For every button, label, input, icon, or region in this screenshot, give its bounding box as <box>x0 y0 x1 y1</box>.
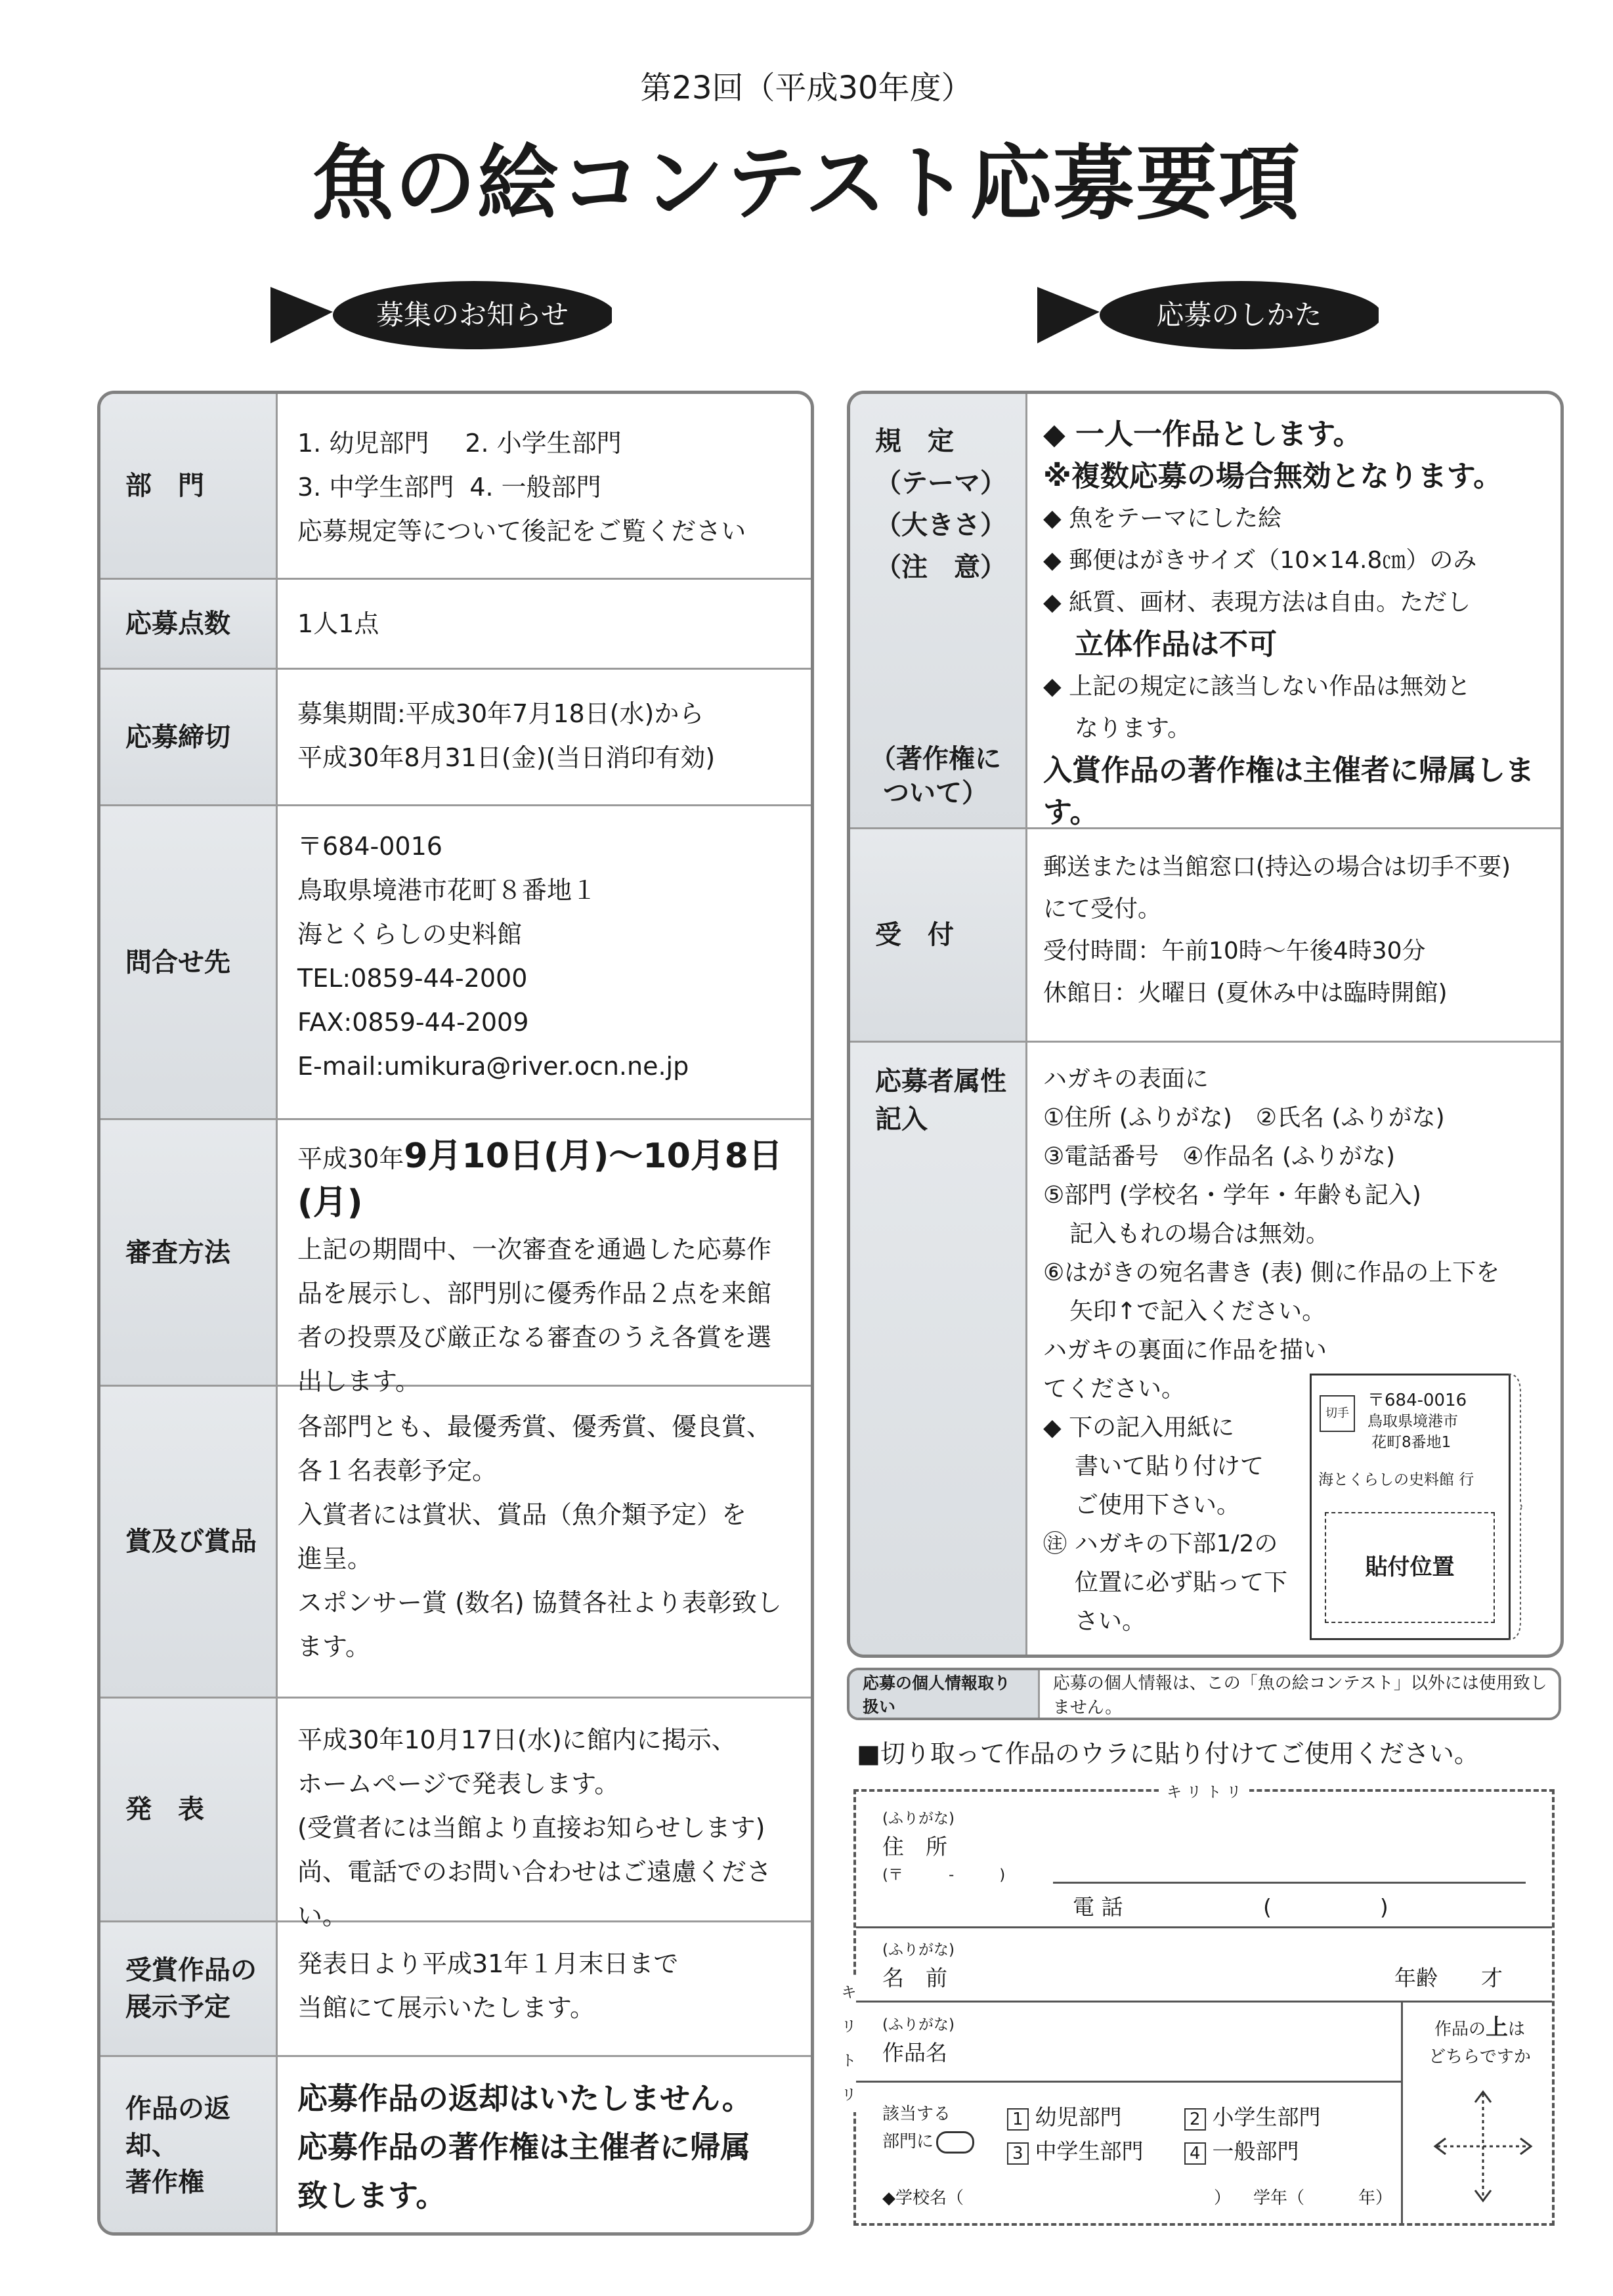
postcard-address: 花町8番地1 <box>1371 1434 1452 1451</box>
attr-text: ①住所 (ふりがな) ②氏名 (ふりがな) <box>1043 1104 1445 1131</box>
closed-day: 休館日：火曜日 (夏休み中は臨時開館) <box>1043 980 1448 1007</box>
rule-materials: ◆ 紙質、画材、表現方法は自由。ただし <box>1043 589 1471 616</box>
prizes-text: ます。 <box>297 1632 370 1661</box>
row-label: 発 表 <box>100 1699 278 1920</box>
attr-note: ㊟ ハガキの下部1/2の <box>1043 1530 1278 1557</box>
section-label: 応募のしかた <box>1156 299 1322 331</box>
stamp-box: 切手 <box>1320 1395 1355 1432</box>
row-label: 記入 <box>875 1104 928 1135</box>
row-label: ついて） <box>883 778 988 808</box>
copyright-text: 応募作品の著作権は主催者に帰属 <box>297 2129 750 2165</box>
rule-invalid: ◆ 上記の規定に該当しない作品は無効と <box>1043 673 1471 700</box>
grade-label[interactable]: 学年（ <box>1253 2188 1305 2208</box>
announce-text: 平成30年10月17日(水)に館内に掲示、 <box>297 1725 737 1754</box>
dept-option-label: 一般部門 <box>1212 2138 1299 2164</box>
furigana-label: (ふりがな) <box>882 1810 955 1827</box>
organization: 海とくらしの史料館 <box>297 920 523 949</box>
judging-year: 平成30年 <box>297 1144 404 1173</box>
dept-option-label: 幼児部門 <box>1035 2104 1122 2130</box>
section-label: 募集のお知らせ <box>376 299 569 331</box>
row-prizes <box>100 1387 811 1699</box>
dept-option-label: 中学生部門 <box>1035 2138 1144 2164</box>
postal-code: 〒684-0016 <box>297 832 442 861</box>
dept-number: 4 <box>1184 2142 1206 2165</box>
dept-number: 1 <box>1007 2108 1029 2131</box>
row-exhibit <box>100 1922 811 2057</box>
dept-option-1[interactable] <box>1007 2100 1122 2131</box>
attr-text: 書いて貼り付けて <box>1075 1453 1264 1480</box>
circle-mark-icon <box>936 2131 974 2154</box>
address-line <box>1053 1882 1526 1884</box>
cut-instruction: ■切り取って作品のウラに貼り付けてご使用ください。 <box>857 1739 1479 1768</box>
row-label: 受賞作品の <box>125 1955 257 1985</box>
orientation-question: 上 <box>1486 2014 1508 2041</box>
rule-invalid: なります。 <box>1075 715 1192 742</box>
row-label: （注 意） <box>875 552 1006 582</box>
dept-number: 3 <box>1007 2142 1029 2165</box>
announce-text: (受賞者には当館より直接お知らせします) <box>297 1813 765 1842</box>
row-label: （テーマ） <box>875 468 1006 498</box>
rule-one-work: ◆ 一人一作品とします。 <box>1043 418 1362 451</box>
school-label[interactable]: ◆学校名（ <box>882 2188 964 2208</box>
row-label: 応募者属性 <box>875 1066 1006 1096</box>
dept-option-4[interactable] <box>1184 2134 1299 2165</box>
application-table <box>847 391 1564 1658</box>
row-label: （大きさ） <box>875 510 1006 540</box>
section-header-left <box>270 279 612 351</box>
reception-hours: 受付時間：午前10時〜午後4時30分 <box>1043 938 1426 964</box>
row-rules <box>850 394 1560 829</box>
announce-text: ホームページで発表します。 <box>297 1769 620 1798</box>
row-return <box>100 2057 811 2234</box>
dept-option-2[interactable] <box>1184 2100 1321 2131</box>
row-label: 規 定 <box>875 426 954 456</box>
rule-size: ◆ 郵便はがきサイズ（10×14.8㎝）のみ <box>1043 547 1477 574</box>
cut-line-label: キ リ ト リ <box>1159 1784 1249 1801</box>
rule-no-3d: 立体作品は不可 <box>1075 628 1277 661</box>
row-label: 受 付 <box>850 829 1027 1041</box>
name-label[interactable]: 名 前 <box>882 1965 947 1991</box>
row-label: 作品の返却、 <box>125 2094 230 2161</box>
reception-text: 郵送または当館窓口(持込の場合は切手不要) <box>1043 854 1511 880</box>
attr-text: ⑤部門 (学校名・学年・年齢も記入) <box>1043 1182 1421 1209</box>
attr-note: さい。 <box>1075 1608 1146 1635</box>
row-label: 著作権 <box>125 2167 204 2198</box>
attr-text: ハガキの表面に <box>1043 1066 1209 1093</box>
dept-1: 1. 幼児部門 <box>297 429 429 458</box>
entry-form <box>841 1784 1555 2226</box>
orientation-question: どちらですか <box>1429 2047 1531 2067</box>
fax: FAX:0859-44-2009 <box>297 1008 529 1037</box>
school-label: ） <box>1214 2188 1232 2208</box>
row-contact <box>100 806 811 1120</box>
attr-text: 矢印↑で記入ください。 <box>1069 1298 1326 1325</box>
deadline-period: 募集期間:平成30年7月18日(水)から <box>297 699 704 728</box>
row-label: 展示予定 <box>125 1992 230 2022</box>
postcard-postal: 〒684-0016 <box>1367 1391 1467 1410</box>
row-label: 審査方法 <box>100 1120 278 1385</box>
dept-4: 4. 一般部門 <box>469 473 601 502</box>
phone-label: 電 話 <box>1073 1894 1123 1920</box>
postcard-recipient: 海とくらしの史料館 行 <box>1318 1471 1474 1488</box>
row-label: 部 門 <box>100 394 278 578</box>
postcard-diagram <box>1310 1374 1511 1640</box>
attr-text: ③電話番号 ④作品名 (ふりがな) <box>1043 1143 1396 1170</box>
row-attributes <box>850 1043 1560 1655</box>
work-title-label[interactable]: 作品名 <box>882 2040 947 2066</box>
cross-arrows-icon[interactable] <box>1427 2084 1539 2209</box>
judging-text: 出します。 <box>297 1367 420 1396</box>
return-text: 応募作品の返却はいたしません。 <box>297 2081 752 2116</box>
cut-line-side-label: キ リ ト リ <box>840 1976 857 2112</box>
prizes-text: 入賞者には賞状、賞品（魚介類予定）を <box>297 1500 747 1529</box>
row-reception <box>850 829 1560 1043</box>
dept-number: 2 <box>1184 2108 1206 2131</box>
row-count <box>100 580 811 670</box>
row-label: （著作権に <box>870 744 1001 774</box>
dept-option-3[interactable] <box>1007 2134 1144 2165</box>
prizes-text: 進呈。 <box>297 1544 373 1573</box>
row-label: 賞及び賞品 <box>100 1387 278 1697</box>
prizes-text: 各部門とも、最優秀賞、優秀賞、優良賞、 <box>297 1412 772 1441</box>
age-label[interactable]: 年齢 才 <box>1394 1965 1503 1991</box>
orientation-question: 作品の <box>1434 2020 1486 2039</box>
bracket-icon <box>1507 1373 1524 1641</box>
orientation-question: は <box>1508 2020 1526 2039</box>
attr-text: ⑥はがきの宛名書き (表) 側に作品の上下を <box>1043 1259 1500 1286</box>
attr-text: 記入もれの場合は無効。 <box>1069 1221 1330 1247</box>
phone-input[interactable]: ( ) <box>1263 1894 1388 1920</box>
attr-text: ハガキの裏面に作品を描い <box>1043 1337 1327 1364</box>
email: E-mail:umikura@river.ocn.ne.jp <box>297 1052 689 1081</box>
exhibit-text: 発表日より平成31年１月末日まで <box>297 1949 679 1978</box>
prizes-text: 各１名表彰予定。 <box>297 1456 498 1485</box>
row-label: 応募点数 <box>100 580 278 668</box>
dept-note: 応募規定等について後記をご覧ください <box>297 517 746 546</box>
section-header-right <box>1037 279 1379 351</box>
row-label: 応募締切 <box>100 670 278 804</box>
paste-area: 貼付位置 <box>1325 1512 1495 1623</box>
subtitle: 第23回（平成30年度） <box>640 70 973 106</box>
attr-text: てください。 <box>1043 1375 1186 1402</box>
privacy-note <box>847 1668 1561 1720</box>
judging-text: 者の投票及び厳正なる審査のうえ各賞を選 <box>297 1323 772 1352</box>
department-question: 該当する <box>882 2104 951 2124</box>
postcard-address: 鳥取県境港市 <box>1367 1413 1458 1430</box>
attr-note: 位置に必ず貼って下 <box>1075 1569 1288 1596</box>
announce-text: 尚、電話でのお問い合わせはご遠慮ください。 <box>297 1857 772 1930</box>
recruitment-table <box>97 391 814 2236</box>
phone: TEL:0859-44-2000 <box>297 964 528 993</box>
furigana-label: (ふりがな) <box>882 1941 955 1959</box>
exhibit-text: 当館にて展示いたします。 <box>297 1993 595 2022</box>
furigana-label: (ふりがな) <box>882 2016 955 2033</box>
prizes-text: スポンサー賞 (数名) 協賛各社より表彰致し <box>297 1588 782 1617</box>
page-title: 魚の絵コンテスト応募要項 <box>311 137 1302 231</box>
judging-period: 9月10日(月)〜10月8日(月) <box>297 1137 783 1223</box>
rule-copyright: 入賞作品の著作権は主催者に帰属します。 <box>1043 754 1534 829</box>
postal-mark: (〒 - ) <box>882 1867 1006 1884</box>
copyright-text: 致します。 <box>297 2178 446 2213</box>
dept-3: 3. 中学生部門 <box>297 473 454 502</box>
reception-text: にて受付。 <box>1043 896 1162 922</box>
row-judging <box>100 1120 811 1396</box>
department-question: 部門に <box>882 2132 934 2152</box>
rule-theme: ◆ 魚をテーマにした絵 <box>1043 505 1282 532</box>
row-deadline <box>100 670 811 806</box>
rule-multiple-invalid: ※複数応募の場合無効となります。 <box>1043 460 1503 493</box>
dept-2: 2. 小学生部門 <box>465 429 622 458</box>
address: 鳥取県境港市花町８番地１ <box>297 876 597 905</box>
attr-text: ご使用下さい。 <box>1075 1492 1241 1519</box>
row-label: 問合せ先 <box>100 806 278 1118</box>
row-bumon <box>100 394 811 580</box>
judging-text: 品を展示し、部門別に優秀作品２点を来館 <box>297 1279 772 1308</box>
deadline-end: 平成30年8月31日(金)(当日消印有効) <box>297 743 716 772</box>
address-label: 住 所 <box>882 1834 947 1859</box>
row-announce <box>100 1699 811 1930</box>
dept-option-label: 小学生部門 <box>1212 2104 1321 2130</box>
count-value: 1人1点 <box>297 609 379 638</box>
privacy-label: 応募の個人情報取り扱い <box>850 1670 1040 1718</box>
attr-text: ◆ 下の記入用紙に <box>1043 1414 1235 1441</box>
judging-text: 上記の期間中、一次審査を通過した応募作 <box>297 1235 772 1264</box>
privacy-text: 応募の個人情報は、この「魚の絵コンテスト」以外には使用致しません。 <box>1052 1674 1547 1718</box>
grade-label: 年） <box>1358 2188 1393 2208</box>
